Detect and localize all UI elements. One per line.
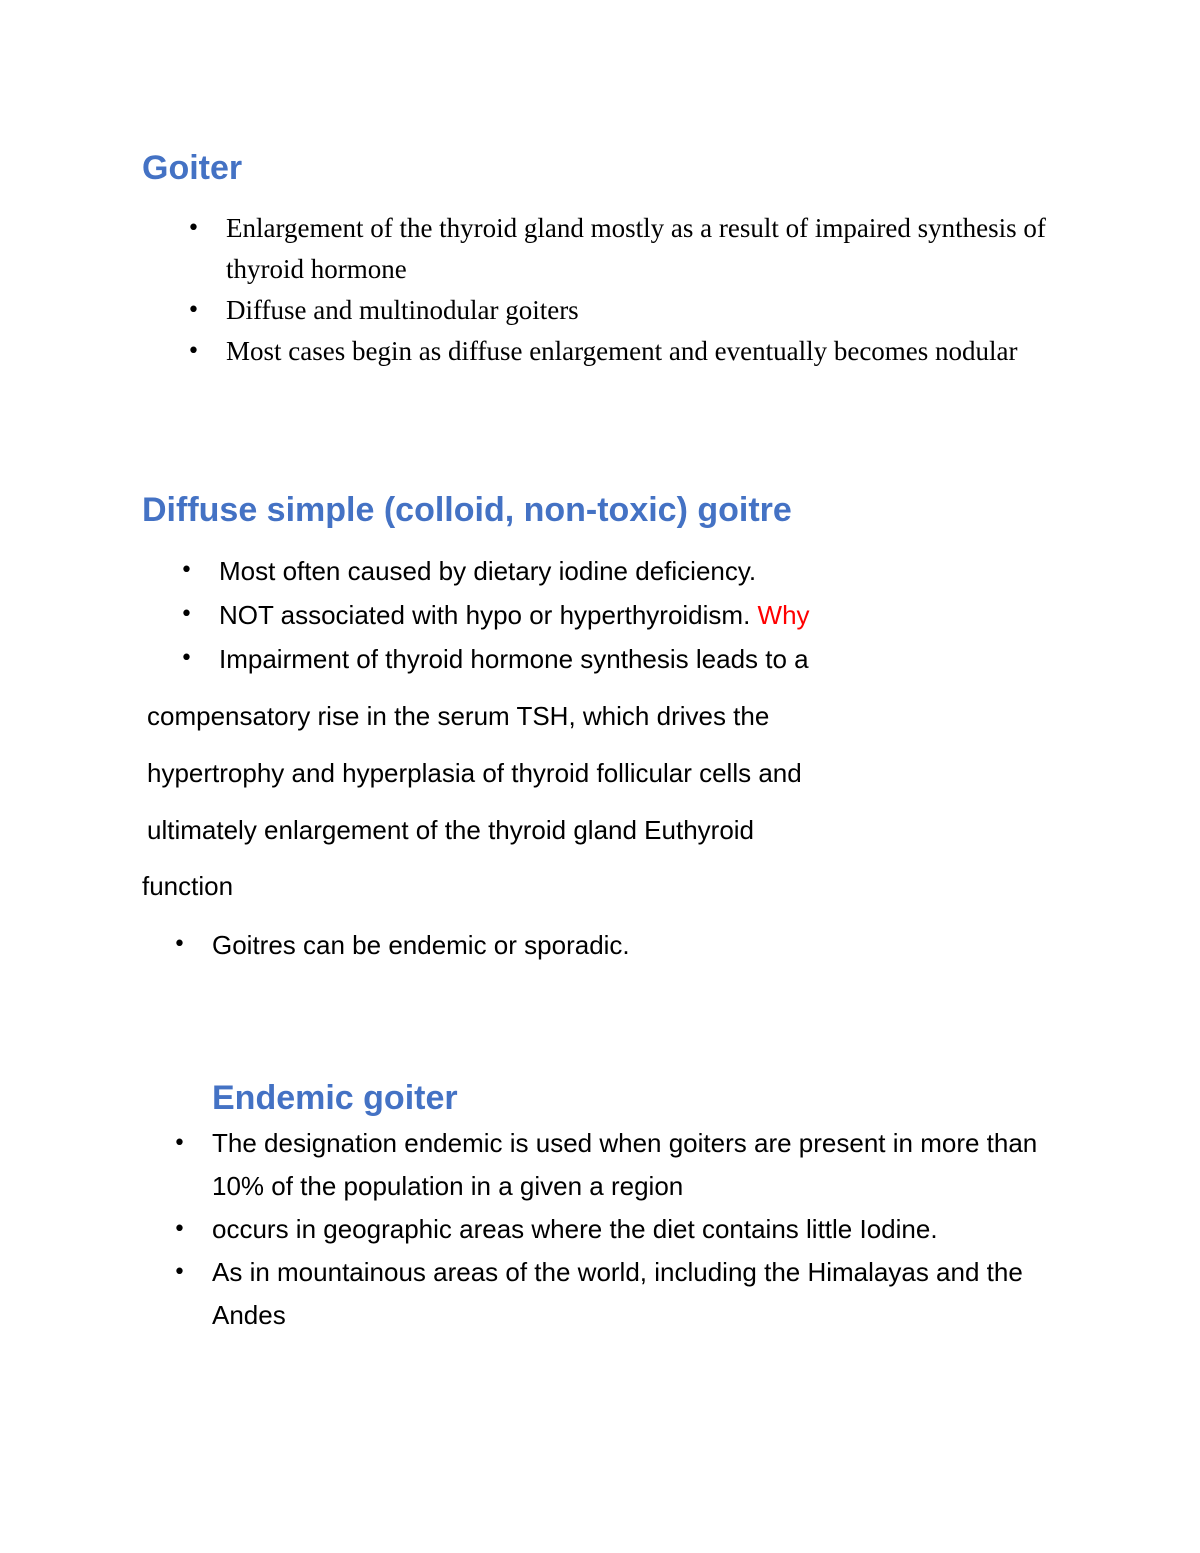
continuation-line: ultimately enlargement of the thyroid gland Euthyroid bbox=[147, 815, 755, 845]
list-item-text: Most cases begin as diffuse enlargement and eventually becomes nodular bbox=[226, 336, 1018, 366]
bullet-icon: • bbox=[173, 1260, 186, 1285]
bullet-icon: • bbox=[187, 298, 200, 323]
list-item-text: Diffuse and multinodular goiters bbox=[226, 295, 579, 325]
list-item bbox=[173, 1122, 1053, 1208]
bullet-icon: • bbox=[180, 646, 193, 671]
bullet-icon: • bbox=[173, 932, 186, 957]
goiter-list bbox=[187, 208, 1067, 372]
why-highlight: Why bbox=[757, 600, 810, 630]
continuation-line: compensatory rise in the serum TSH, which drives the bbox=[147, 701, 770, 731]
bullet-icon: • bbox=[173, 1217, 186, 1242]
list-item-text: Most often caused by dietary iodine deficiency. bbox=[219, 556, 757, 586]
list-item bbox=[187, 208, 1067, 290]
list-item-text: As in mountainous areas of the world, including the Himalayas and the Andes bbox=[212, 1257, 1023, 1330]
list-item-text: Goitres can be endemic or sporadic. bbox=[212, 930, 630, 960]
heading-endemic-goiter: Endemic goiter bbox=[212, 1079, 458, 1117]
heading-goiter: Goiter bbox=[142, 149, 243, 187]
continuation-line: hypertrophy and hyperplasia of thyroid follicular cells and bbox=[147, 758, 802, 788]
list-item-text: occurs in geographic areas where the diet contains little Iodine. bbox=[212, 1214, 938, 1244]
diffuse-goitre-list bbox=[180, 549, 1080, 681]
bullet-icon: • bbox=[180, 558, 193, 583]
list-item-text: Impairment of thyroid hormone synthesis leads to a bbox=[219, 644, 809, 674]
list-item bbox=[180, 593, 1080, 637]
list-item bbox=[187, 331, 1067, 372]
list-item bbox=[173, 1208, 1053, 1251]
list-item-text: NOT associated with hypo or hyperthyroidism. bbox=[219, 600, 751, 630]
bullet-icon: • bbox=[187, 216, 200, 241]
list-item-text: The designation endemic is used when goiters are present in more than 10% of the population in a given a region bbox=[212, 1128, 1038, 1201]
endemic-goiter-list bbox=[173, 1122, 1053, 1337]
list-item bbox=[180, 637, 1080, 681]
bullet-icon: • bbox=[180, 602, 193, 627]
list-item bbox=[187, 290, 1067, 331]
heading-diffuse-simple-goitre: Diffuse simple (colloid, non-toxic) goitre bbox=[142, 491, 792, 529]
bullet-icon: • bbox=[173, 1131, 186, 1156]
list-item bbox=[173, 1251, 1053, 1337]
bullet-icon: • bbox=[187, 339, 200, 364]
list-item bbox=[173, 923, 1073, 967]
continuation-line: function bbox=[142, 871, 234, 901]
list-item bbox=[180, 549, 1080, 593]
list-item-text: Enlargement of the thyroid gland mostly as a result of impaired synthesis of thyroid hormone bbox=[226, 213, 1046, 284]
endemic-sporadic-list bbox=[173, 923, 1073, 967]
